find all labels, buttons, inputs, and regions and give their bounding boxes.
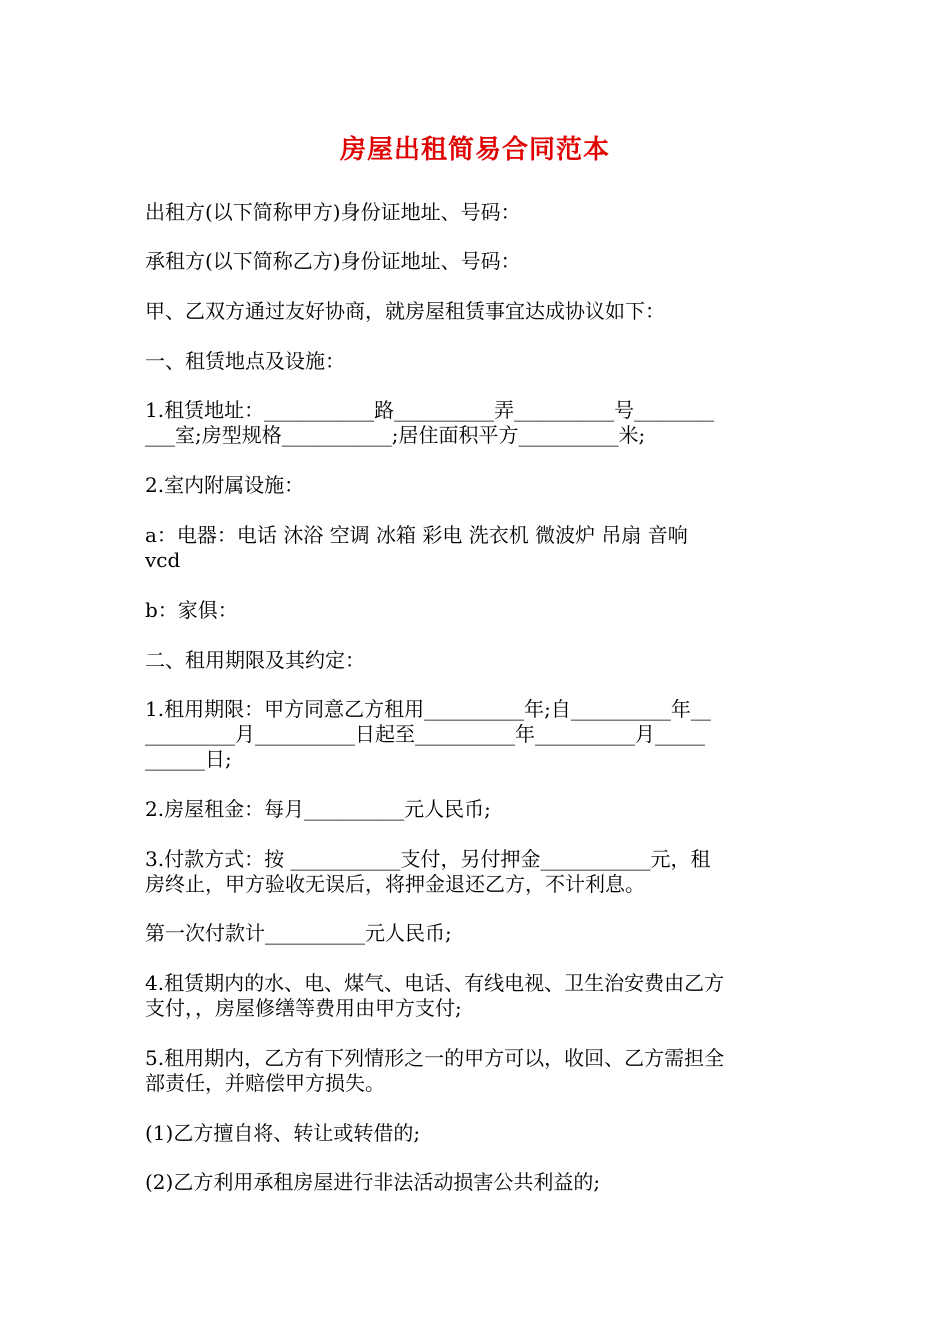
facilities-heading: 2.室内附属设施：: [145, 473, 305, 497]
rent-line: 2.房屋租金：每月__________元人民币;: [145, 797, 491, 821]
termination-line-1: 5.租用期内，乙方有下列情形之一的甲方可以，收回、乙方需担全: [145, 1046, 725, 1070]
appliances-line-2: vcd: [145, 548, 181, 572]
agreement-intro: 甲、乙双方通过友好协商，就房屋租赁事宜达成协议如下：: [145, 299, 665, 323]
lease-term-line-1: 1.租用期限：甲方同意乙方租用__________年;自__________年__: [145, 697, 711, 721]
payment-line-1: 3.付款方式：按 ___________支付，另付押金___________元，租: [145, 847, 711, 871]
rental-address-line-1: 1.租赁地址：___________路__________弄__________号________: [145, 398, 715, 422]
rental-address-line-2: ___室;房型规格___________;居住面积平方__________米;: [145, 423, 646, 447]
furniture-line: b：家俱：: [145, 598, 238, 622]
termination-line-2: 部责任，并赔偿甲方损失。: [145, 1071, 385, 1095]
lessee-line: 承租方(以下简称乙方)身份证地址、号码：: [145, 249, 521, 273]
condition-item-2: (2)乙方利用承租房屋进行非法活动损害公共利益的;: [145, 1170, 601, 1194]
condition-item-1: (1)乙方擅自将、转让或转借的;: [145, 1121, 421, 1145]
payment-line-2: 房终止，甲方验收无误后，将押金退还乙方，不计利息。: [145, 872, 645, 896]
first-payment-line: 第一次付款计__________元人民币;: [145, 921, 452, 945]
appliances-line-1: a：电器：电话 沐浴 空调 冰箱 彩电 洗衣机 微波炉 吊扇 音响: [145, 523, 688, 547]
document-title: 房屋出租简易合同范本: [339, 135, 610, 165]
section-two-heading: 二、租用期限及其约定：: [145, 648, 365, 672]
utilities-line-1: 4.租赁期内的水、电、煤气、电话、有线电视、卫生治安费由乙方: [145, 971, 725, 995]
lease-term-line-2: _________月__________日起至__________年__________月_____: [145, 722, 705, 746]
lessor-line: 出租方(以下简称甲方)身份证地址、号码：: [145, 200, 521, 224]
section-one-heading: 一、租赁地点及设施：: [145, 349, 345, 373]
utilities-line-2: 支付，，房屋修缮等费用由甲方支付;: [145, 996, 462, 1020]
lease-term-line-3: ______日;: [145, 747, 232, 771]
